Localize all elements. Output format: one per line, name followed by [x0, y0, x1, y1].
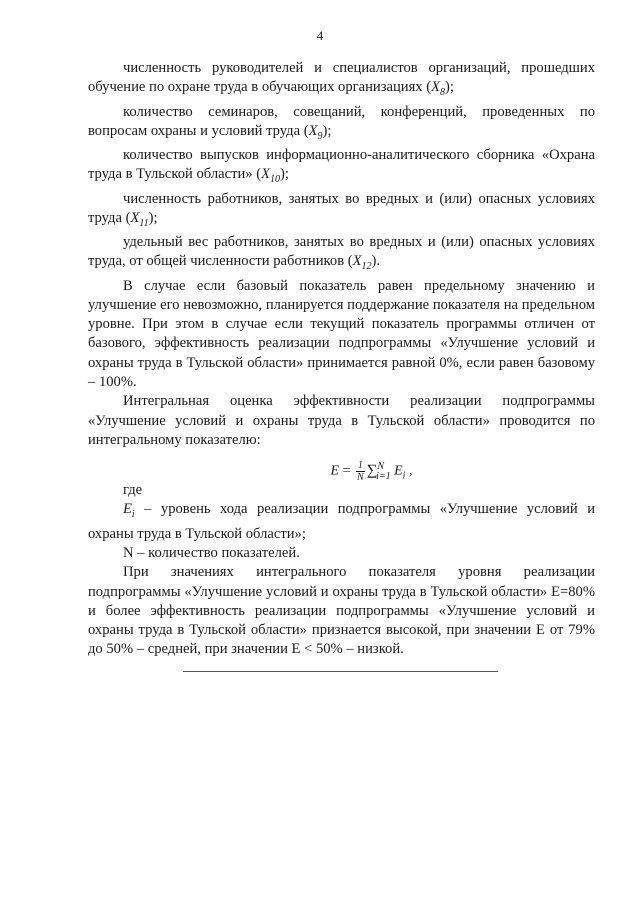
indicator-item: численность руководителей и специалистов организаций, прошедших обучение по охране труда в обучающих организациях $(X_8)$;	[88, 60, 595, 99]
definition-n: N – количество показателей.	[123, 544, 300, 561]
formula-term: E	[394, 463, 403, 479]
formula-end: ,	[408, 463, 413, 479]
paragraph-efficiency-levels: При значениях интегрального показателя уровня реализации подпрограммы «Улучшение условий и охраны труда в Тульской области» E=80% и более эффективность реализации подпрограммы «Улучшение условий и охраны труда в Тульской области» признается высокой, при значении E от 79% до 50% – средней, при значении E < 50% – низкой.	[88, 564, 595, 658]
integral-formula	[88, 452, 595, 484]
formula-fraction	[356, 460, 365, 483]
document-body	[88, 59, 595, 660]
page-number: 4	[316, 28, 324, 43]
formula-lhs: E	[330, 463, 340, 479]
formula-equals: =	[342, 463, 351, 479]
where-label: где	[123, 482, 143, 499]
sum-upper-limit: N	[377, 461, 385, 473]
closing-rule	[183, 671, 498, 672]
sum-lower-limit: i=1	[376, 470, 391, 482]
paragraph-integral-estimate: Интегральная оценка эффективности реализации подпрограммы «Улучшение условий и охраны труда в Тульской области» проводится по интегральному показателю:	[88, 393, 595, 448]
indicator-item: численность работников, занятых во вредных и (или) опасных условиях труда $(X_{11})$;	[88, 190, 595, 229]
formula-denominator: N	[357, 472, 364, 484]
formula-term-subscript: i	[402, 470, 406, 482]
indicator-item: количество семинаров, совещаний, конференций, проведенных по вопросам охраны и условий труда $(X_9)$;	[88, 103, 595, 142]
formula-numerator: 1	[357, 460, 363, 472]
definition-e: $E_i$ – уровень хода реализации подпрограммы «Улучшение условий и охраны труда в Тульской области»;	[88, 501, 595, 542]
indicator-item: удельный вес работников, занятых во вредных и (или) опасных условиях труда, от общей численности работников $(X_{12})$.	[88, 234, 595, 273]
paragraph-base-value: В случае если базовый показатель равен предельному значению и улучшение его невозможно, планируется поддержание показателя на предельном уровне. При этом в случае если текущий показатель программы отличен от базового, эффективность реализации подпрограммы «Улучшение условий и охраны труда в Тульской области» принимается равной 0%, если равен базовому – 100%.	[88, 277, 595, 390]
sum-symbol: ∑	[366, 462, 378, 479]
indicator-item: количество выпусков информационно-аналитического сборника «Охрана труда в Тульской области» $(X_{10})$;	[88, 147, 595, 186]
